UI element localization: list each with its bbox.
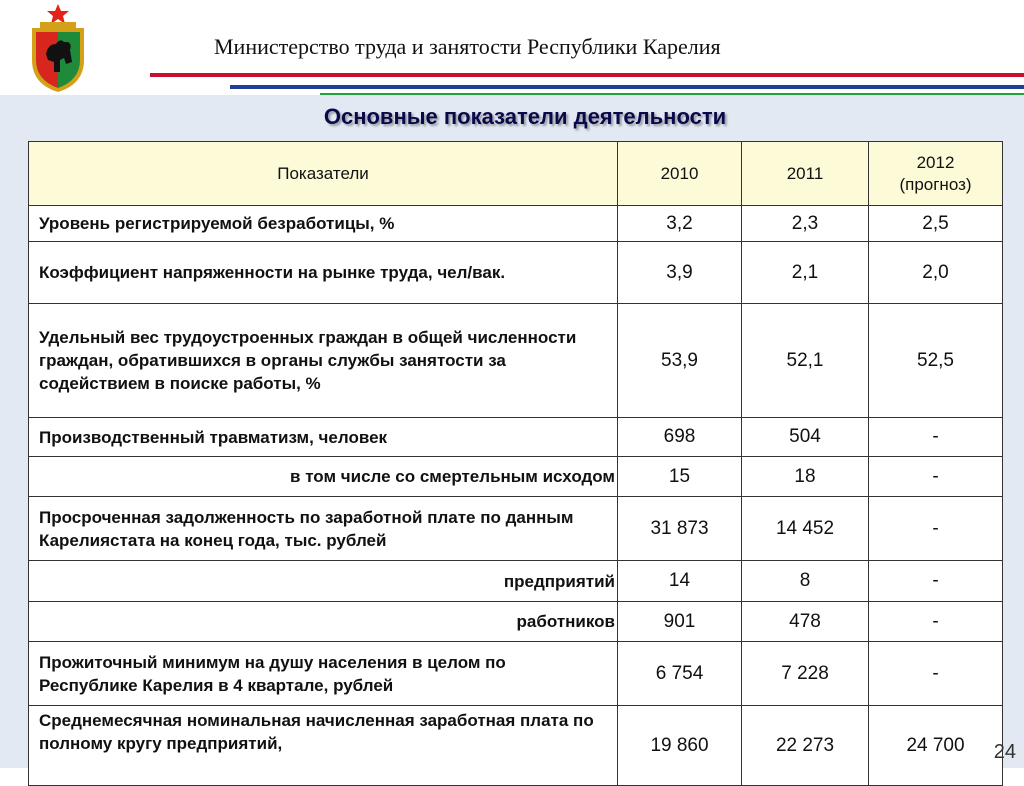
value-2011: 18 bbox=[742, 457, 869, 497]
value-2011: 2,1 bbox=[742, 242, 869, 304]
value-2011: 504 bbox=[742, 418, 869, 457]
table-row bbox=[29, 561, 1003, 602]
value-2011: 478 bbox=[742, 602, 869, 642]
row-label: Среднемесячная номинальная начисленная заработная плата по полному кругу предприятий, bbox=[29, 706, 618, 786]
value-2010: 14 bbox=[618, 561, 742, 602]
value-2011: 2,3 bbox=[742, 206, 869, 242]
header-2010: 2010 bbox=[618, 142, 742, 206]
row-label: Коэффициент напряженности на рынке труда, чел/вак. bbox=[29, 242, 618, 304]
value-2012: - bbox=[869, 457, 1003, 497]
table-row bbox=[29, 642, 1003, 706]
table-row bbox=[29, 242, 1003, 304]
value-2010: 31 873 bbox=[618, 497, 742, 561]
row-label: работников bbox=[29, 602, 618, 642]
value-2012: 2,0 bbox=[869, 242, 1003, 304]
value-2012: - bbox=[869, 642, 1003, 706]
row-label: Прожиточный минимум на душу населения в целом по Республике Карелия в 4 квартале, рублей bbox=[29, 642, 618, 706]
value-2010: 3,2 bbox=[618, 206, 742, 242]
value-2011: 14 452 bbox=[742, 497, 869, 561]
row-label: Удельный вес трудоустроенных граждан в общей численности граждан, обратившихся в органы службы занятости за содействием в поиске работы, % bbox=[29, 304, 618, 418]
table-row bbox=[29, 304, 1003, 418]
table-row bbox=[29, 497, 1003, 561]
value-2012: - bbox=[869, 418, 1003, 457]
value-2012: 52,5 bbox=[869, 304, 1003, 418]
value-2011: 8 bbox=[742, 561, 869, 602]
value-2010: 19 860 bbox=[618, 706, 742, 786]
value-2012: - bbox=[869, 602, 1003, 642]
row-label: в том числе со смертельным исходом bbox=[29, 457, 618, 497]
header-indicators: Показатели bbox=[29, 142, 618, 206]
row-label: Просроченная задолженность по заработной плате по данным Карелиястата на конец года, тыс. рублей bbox=[29, 497, 618, 561]
value-2012: - bbox=[869, 561, 1003, 602]
value-2011: 52,1 bbox=[742, 304, 869, 418]
value-2011: 22 273 bbox=[742, 706, 869, 786]
page-number: 24 bbox=[993, 741, 1016, 763]
row-label: Производственный травматизм, человек bbox=[29, 418, 618, 457]
slide-title: Основные показатели деятельности bbox=[323, 104, 727, 129]
value-2010: 698 bbox=[618, 418, 742, 457]
value-2010: 6 754 bbox=[618, 642, 742, 706]
row-label: Уровень регистрируемой безработицы, % bbox=[29, 206, 618, 242]
value-2012: 2,5 bbox=[869, 206, 1003, 242]
value-2012: 24 700 bbox=[869, 706, 1003, 786]
table-header-row bbox=[29, 142, 1003, 206]
table-row bbox=[29, 602, 1003, 642]
ministry-name: Министерство труда и занятости Республики Карелия bbox=[214, 34, 721, 59]
value-2010: 15 bbox=[618, 457, 742, 497]
header-2011: 2011 bbox=[742, 142, 869, 206]
value-2012: - bbox=[869, 497, 1003, 561]
value-2011: 7 228 bbox=[742, 642, 869, 706]
header-2012: 2012 (прогноз) bbox=[869, 142, 1003, 206]
table-row bbox=[29, 457, 1003, 497]
blue-divider bbox=[230, 85, 1024, 89]
table-row bbox=[29, 418, 1003, 457]
value-2010: 901 bbox=[618, 602, 742, 642]
slide-header bbox=[0, 0, 1024, 95]
table-row bbox=[29, 706, 1003, 786]
red-divider bbox=[150, 73, 1024, 77]
value-2010: 53,9 bbox=[618, 304, 742, 418]
row-label: предприятий bbox=[29, 561, 618, 602]
table-row bbox=[29, 206, 1003, 242]
karelia-coat-of-arms-icon bbox=[26, 2, 90, 94]
value-2010: 3,9 bbox=[618, 242, 742, 304]
indicators-table bbox=[28, 141, 1003, 786]
